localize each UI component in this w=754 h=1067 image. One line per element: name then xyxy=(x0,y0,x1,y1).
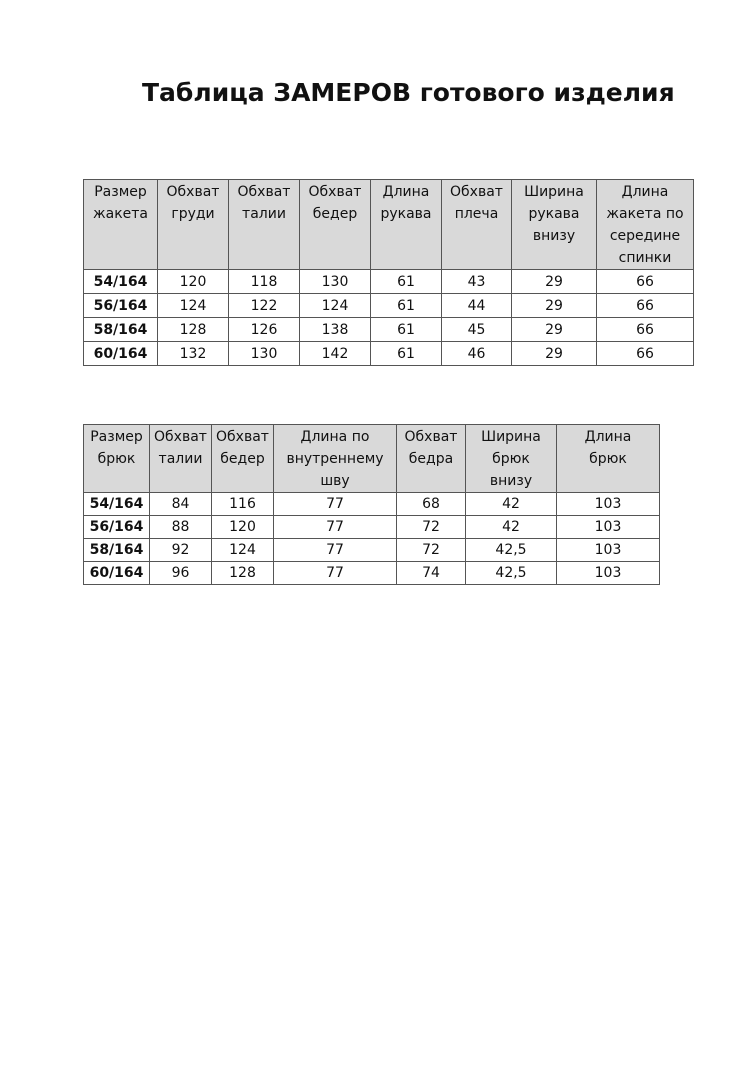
value-cell: 120 xyxy=(212,516,274,539)
trouser-measurements-table xyxy=(83,424,660,585)
jacket-measurements-table xyxy=(83,179,694,366)
value-cell: 77 xyxy=(274,516,397,539)
value-cell: 66 xyxy=(597,270,694,294)
value-cell: 72 xyxy=(397,516,466,539)
table-row xyxy=(84,318,694,342)
header-cell: Обхват талии xyxy=(229,180,300,270)
value-cell: 61 xyxy=(371,294,442,318)
value-cell: 29 xyxy=(512,342,597,366)
size-cell: 54/164 xyxy=(84,270,158,294)
value-cell: 42 xyxy=(466,516,557,539)
value-cell: 77 xyxy=(274,493,397,516)
size-cell: 58/164 xyxy=(84,318,158,342)
value-cell: 43 xyxy=(442,270,512,294)
header-cell: Ширина рукава внизу xyxy=(512,180,597,270)
value-cell: 77 xyxy=(274,539,397,562)
size-cell: 58/164 xyxy=(84,539,150,562)
value-cell: 128 xyxy=(158,318,229,342)
header-cell: Обхват бедер xyxy=(212,425,274,493)
table-row xyxy=(84,516,660,539)
value-cell: 29 xyxy=(512,318,597,342)
value-cell: 46 xyxy=(442,342,512,366)
value-cell: 116 xyxy=(212,493,274,516)
header-cell: Обхват груди xyxy=(158,180,229,270)
table-header-row xyxy=(84,180,694,270)
table-row xyxy=(84,270,694,294)
value-cell: 42,5 xyxy=(466,539,557,562)
value-cell: 29 xyxy=(512,294,597,318)
value-cell: 84 xyxy=(150,493,212,516)
value-cell: 88 xyxy=(150,516,212,539)
value-cell: 138 xyxy=(300,318,371,342)
value-cell: 118 xyxy=(229,270,300,294)
value-cell: 132 xyxy=(158,342,229,366)
table-row xyxy=(84,493,660,516)
value-cell: 103 xyxy=(557,493,660,516)
value-cell: 66 xyxy=(597,342,694,366)
table-row xyxy=(84,562,660,585)
value-cell: 61 xyxy=(371,270,442,294)
value-cell: 122 xyxy=(229,294,300,318)
header-cell: Обхват бедра xyxy=(397,425,466,493)
size-cell: 60/164 xyxy=(84,342,158,366)
value-cell: 29 xyxy=(512,270,597,294)
header-cell: Обхват талии xyxy=(150,425,212,493)
table-header-row xyxy=(84,425,660,493)
value-cell: 126 xyxy=(229,318,300,342)
value-cell: 130 xyxy=(229,342,300,366)
value-cell: 61 xyxy=(371,342,442,366)
header-cell: Ширина брюк внизу xyxy=(466,425,557,493)
value-cell: 45 xyxy=(442,318,512,342)
value-cell: 42,5 xyxy=(466,562,557,585)
value-cell: 66 xyxy=(597,318,694,342)
size-cell: 60/164 xyxy=(84,562,150,585)
header-cell: Длина жакета по середине спинки xyxy=(597,180,694,270)
value-cell: 120 xyxy=(158,270,229,294)
table-row xyxy=(84,539,660,562)
value-cell: 92 xyxy=(150,539,212,562)
value-cell: 74 xyxy=(397,562,466,585)
value-cell: 72 xyxy=(397,539,466,562)
value-cell: 124 xyxy=(300,294,371,318)
table-row xyxy=(84,294,694,318)
table-row xyxy=(84,342,694,366)
page-title: Таблица ЗАМЕРОВ готового изделия xyxy=(142,78,675,107)
value-cell: 124 xyxy=(158,294,229,318)
header-cell: Размер жакета xyxy=(84,180,158,270)
size-cell: 56/164 xyxy=(84,516,150,539)
header-cell: Длина брюк xyxy=(557,425,660,493)
value-cell: 66 xyxy=(597,294,694,318)
header-cell: Обхват плеча xyxy=(442,180,512,270)
header-cell: Длина рукава xyxy=(371,180,442,270)
value-cell: 96 xyxy=(150,562,212,585)
value-cell: 103 xyxy=(557,539,660,562)
value-cell: 142 xyxy=(300,342,371,366)
value-cell: 44 xyxy=(442,294,512,318)
header-cell: Обхват бедер xyxy=(300,180,371,270)
value-cell: 124 xyxy=(212,539,274,562)
value-cell: 42 xyxy=(466,493,557,516)
value-cell: 103 xyxy=(557,562,660,585)
value-cell: 68 xyxy=(397,493,466,516)
value-cell: 128 xyxy=(212,562,274,585)
value-cell: 77 xyxy=(274,562,397,585)
value-cell: 130 xyxy=(300,270,371,294)
value-cell: 61 xyxy=(371,318,442,342)
size-cell: 56/164 xyxy=(84,294,158,318)
header-cell: Длина по внутреннему шву xyxy=(274,425,397,493)
size-cell: 54/164 xyxy=(84,493,150,516)
value-cell: 103 xyxy=(557,516,660,539)
header-cell: Размер брюк xyxy=(84,425,150,493)
